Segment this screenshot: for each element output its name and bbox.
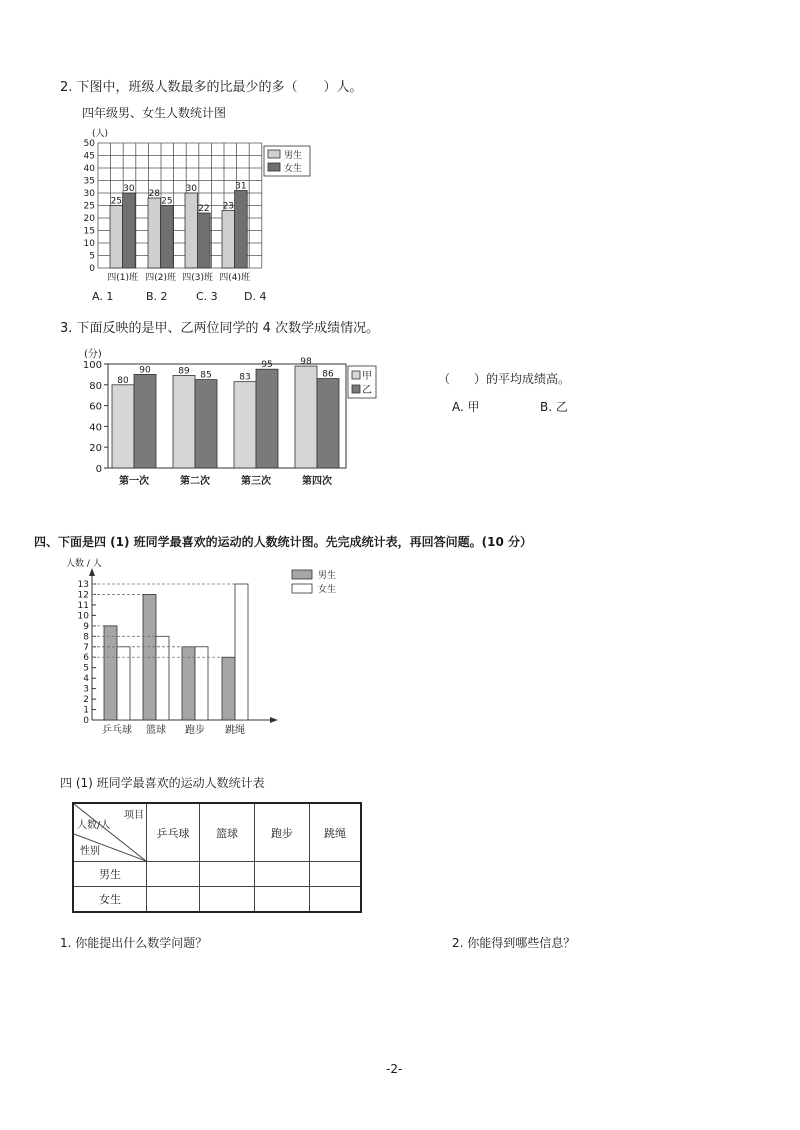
bar <box>112 385 134 468</box>
corner-mid-label: 人数/人 <box>77 820 111 831</box>
bar <box>156 636 169 720</box>
data-label: 98 <box>300 357 312 368</box>
x-tick-label: 第三次 <box>241 476 271 487</box>
y-tick-label: 10 <box>83 239 95 249</box>
data-label: 89 <box>178 366 190 377</box>
legend-swatch <box>268 163 280 171</box>
y-tick-label: 15 <box>83 226 95 237</box>
legend-label: 甲 <box>362 371 372 382</box>
y-tick-label: 40 <box>83 164 95 174</box>
data-label: 86 <box>322 369 334 380</box>
x-tick-label: 四(2)班 <box>145 273 176 283</box>
table-cell[interactable] <box>147 887 200 913</box>
legend-swatch <box>352 371 360 379</box>
table-cell[interactable] <box>310 862 362 887</box>
y-tick-label: 12 <box>77 590 89 601</box>
legend-label: 男生 <box>318 571 337 581</box>
legend-label: 乙 <box>362 385 372 396</box>
data-label: 31 <box>235 181 247 192</box>
table-corner-cell <box>73 803 147 862</box>
table-cell[interactable] <box>255 862 310 887</box>
y-tick-label: 0 <box>89 264 95 274</box>
data-label: 22 <box>198 204 210 214</box>
bar <box>173 375 195 468</box>
data-label: 83 <box>239 372 251 383</box>
corner-top-label: 项目 <box>124 810 144 821</box>
prompt-2: 2. 你能得到哪些信息？ <box>452 936 576 950</box>
bar <box>198 213 211 268</box>
data-label: 25 <box>161 196 173 207</box>
q3-option-b: B. 乙 <box>540 400 568 414</box>
bar <box>110 206 123 269</box>
y-tick-label: 0 <box>83 716 89 726</box>
bar <box>295 366 317 468</box>
table-col-header: 跳绳 <box>310 803 362 862</box>
bar <box>317 379 339 468</box>
x-tick-label: 第一次 <box>119 476 149 487</box>
x-tick-label: 跳绳 <box>225 725 245 736</box>
y-tick-label: 20 <box>83 214 95 224</box>
x-tick-label: 跑步 <box>185 725 205 736</box>
bar <box>148 198 161 268</box>
table-col-header: 乒乓球 <box>147 803 200 862</box>
q2-option-b: B. 2 <box>146 290 168 303</box>
bar <box>234 382 256 468</box>
bar <box>182 647 195 720</box>
bar <box>256 369 278 468</box>
table-cell[interactable] <box>310 887 362 913</box>
legend-label: 女生 <box>318 585 337 595</box>
y-tick-label: 45 <box>83 151 95 162</box>
data-label: 80 <box>117 375 129 386</box>
x-axis-arrow <box>270 717 278 723</box>
bar <box>222 211 235 269</box>
section4-chart <box>0 550 800 745</box>
data-label: 85 <box>200 370 212 381</box>
y-tick-label: 80 <box>89 380 102 392</box>
x-tick-label: 四(3)班 <box>182 273 213 283</box>
page-number: -2- <box>386 1062 403 1076</box>
q2-chart-title: 四年级男、女生人数统计图 <box>82 106 227 120</box>
q2-option-a: A. 1 <box>92 290 114 303</box>
y-tick-label: 11 <box>77 600 89 611</box>
y-tick-label: 0 <box>95 464 102 475</box>
y-axis-label: (分) <box>84 349 102 360</box>
y-tick-label: 4 <box>83 674 89 685</box>
legend-label: 男生 <box>284 151 303 161</box>
bar <box>104 626 117 720</box>
y-tick-label: 5 <box>89 251 95 262</box>
table-cell[interactable] <box>255 887 310 913</box>
bar <box>195 647 208 720</box>
y-tick-label: 60 <box>89 401 102 413</box>
q2-chart <box>0 0 800 300</box>
bar <box>117 647 130 720</box>
table-cell[interactable] <box>200 862 255 887</box>
y-tick-label: 8 <box>83 632 89 643</box>
legend-swatch <box>292 584 312 593</box>
data-label: 28 <box>148 189 161 199</box>
bar <box>235 191 248 269</box>
y-tick-label: 40 <box>89 422 102 434</box>
y-tick-label: 30 <box>83 189 95 199</box>
table-row-header: 男生 <box>73 862 147 887</box>
table-row-header: 女生 <box>73 887 147 913</box>
y-tick-label: 20 <box>89 443 102 455</box>
prompt-1: 1. 你能提出什么数学问题？ <box>60 936 208 950</box>
q2-question: 2. 下图中，班级人数最多的比最少的多（ ）人。 <box>60 80 363 95</box>
bar <box>235 584 248 720</box>
table-col-header: 篮球 <box>200 803 255 862</box>
bar <box>161 206 174 269</box>
legend-swatch <box>268 150 280 158</box>
q3-option-a: A. 甲 <box>452 400 480 414</box>
corner-bottom-label: 性别 <box>80 846 100 857</box>
x-tick-label: 第四次 <box>302 476 332 487</box>
q2-option-d: D. 4 <box>244 290 267 303</box>
y-axis-label: (人) <box>92 129 109 139</box>
data-label: 23 <box>222 201 235 212</box>
table-col-header: 跑步 <box>255 803 310 862</box>
y-tick-label: 50 <box>83 139 95 149</box>
q2-option-c: C. 3 <box>196 290 218 303</box>
x-tick-label: 篮球 <box>146 725 166 736</box>
data-label: 30 <box>123 184 135 194</box>
bar <box>134 374 156 468</box>
data-label: 30 <box>185 184 198 194</box>
stat-table <box>72 802 362 913</box>
y-tick-label: 5 <box>83 663 89 674</box>
legend-swatch <box>292 570 312 579</box>
table-cell[interactable] <box>200 887 255 913</box>
y-tick-label: 6 <box>83 653 89 664</box>
y-tick-label: 25 <box>83 201 95 212</box>
y-tick-label: 13 <box>77 580 89 590</box>
y-tick-label: 2 <box>83 695 89 706</box>
x-tick-label: 第二次 <box>180 476 210 487</box>
data-label: 95 <box>261 360 273 371</box>
y-axis-arrow <box>89 568 95 576</box>
q3-chart <box>0 330 800 500</box>
y-tick-label: 3 <box>83 684 89 695</box>
bar <box>185 193 198 268</box>
q3-question: 3. 下面反映的是甲、乙两位同学的 4 次数学成绩情况。 <box>60 321 380 336</box>
legend-label: 女生 <box>284 164 303 174</box>
y-tick-label: 100 <box>82 360 102 371</box>
x-tick-label: 四(4)班 <box>219 273 250 283</box>
y-tick-label: 35 <box>83 176 95 187</box>
y-axis-label: 人数 / 人 <box>66 559 102 569</box>
x-tick-label: 乒乓球 <box>102 725 132 736</box>
table-cell[interactable] <box>147 862 200 887</box>
x-tick-label: 四(1)班 <box>107 273 138 283</box>
bar <box>222 657 235 720</box>
data-label: 25 <box>110 196 123 207</box>
bar <box>195 380 217 468</box>
y-tick-label: 1 <box>83 705 89 716</box>
y-tick-label: 7 <box>83 642 89 653</box>
y-tick-label: 10 <box>77 611 89 622</box>
table-title: 四 (1) 班同学最喜欢的运动人数统计表 <box>60 776 265 790</box>
q3-side-question: （ ）的平均成绩高。 <box>438 372 571 386</box>
section4-heading: 四、下面是四 (1) 班同学最喜欢的运动的人数统计图。先完成统计表，再回答问题。(10 分） <box>34 535 533 549</box>
legend-swatch <box>352 385 360 393</box>
y-tick-label: 9 <box>83 621 89 632</box>
bar <box>123 193 136 268</box>
data-label: 90 <box>139 365 151 376</box>
